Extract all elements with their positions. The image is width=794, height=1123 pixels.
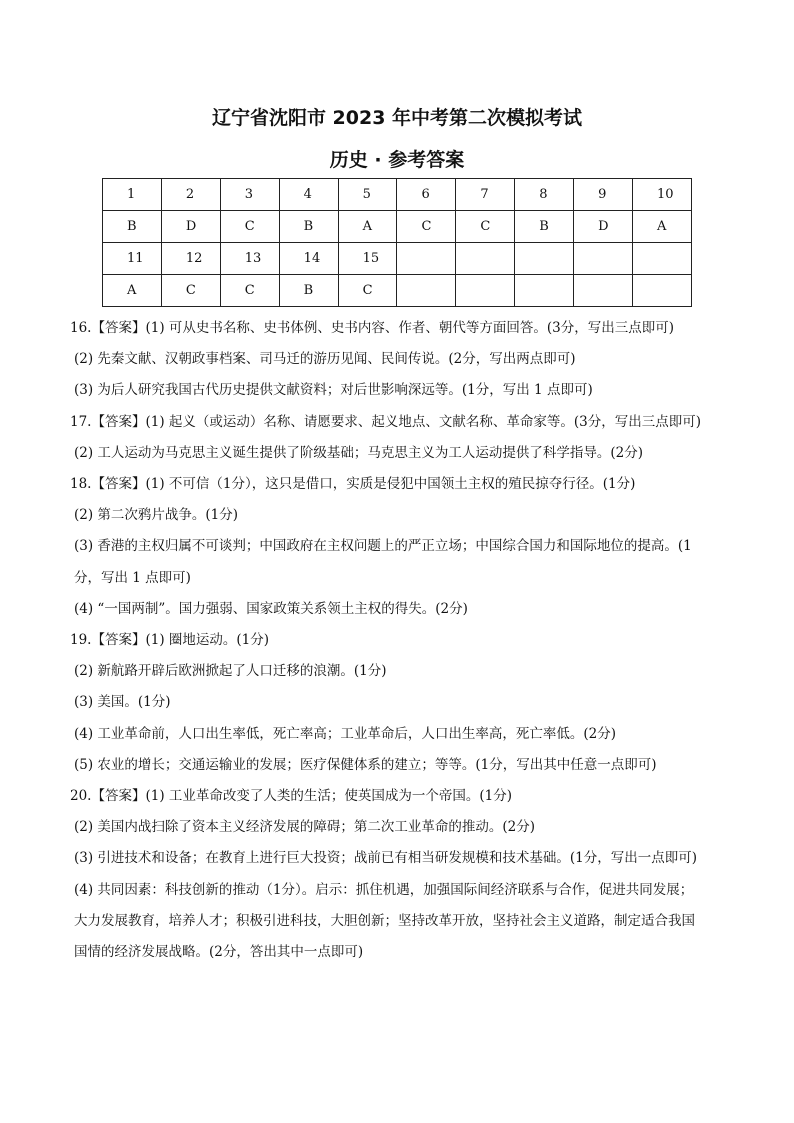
answer-line: 国情的经济发展战略。(2分，答出其中一点即可): [74, 944, 364, 961]
table-cell: [456, 275, 515, 307]
table-cell: C: [338, 275, 397, 307]
table-cell: B: [515, 211, 574, 243]
table-cell: [456, 243, 515, 275]
table-cell: A: [338, 211, 397, 243]
answer-line: (3) 为后人研究我国古代历史提供文献资料；对后世影响深远等。(1分，写出 1 点即可): [74, 382, 593, 399]
table-cell: [574, 243, 633, 275]
table-cell: 13: [220, 243, 279, 275]
table-cell: 3: [220, 179, 279, 211]
answer-line: (2) 第二次鸦片战争。(1分): [74, 507, 239, 524]
answer-line: 大力发展教育，培养人才；积极引进科技，大胆创新；坚持改革开放，坚持社会主义道路，制定适合我国: [74, 912, 695, 929]
table-cell: C: [397, 211, 456, 243]
table-cell: [633, 243, 692, 275]
table-cell: C: [161, 275, 220, 307]
table-cell: [574, 275, 633, 307]
table-row: [103, 243, 692, 275]
table-cell: 5: [338, 179, 397, 211]
answer-line: (2) 新航路开辟后欧洲掀起了人口迁移的浪潮。(1分): [74, 663, 387, 680]
table-cell: 15: [338, 243, 397, 275]
answer-line: (3) 美国。(1分): [74, 694, 171, 711]
answer-line: (5) 农业的增长；交通运输业的发展；医疗保健体系的建立；等等。(1分，写出其中任意一点即可): [74, 756, 657, 773]
answer-line: 16.【答案】(1) 可从史书名称、史书体例、史书内容、作者、朝代等方面回答。(3分，写出三点即可): [70, 320, 675, 336]
answer-line: 17.【答案】(1) 起义（或运动）名称、请愿要求、起义地点、文献名称、革命家等。(3分，写出三点即可): [70, 413, 702, 430]
answer-text-block: [70, 313, 720, 968]
table-cell: B: [279, 211, 338, 243]
answer-line: (4) “一国两制”。国力强弱、国家政策关系领土主权的得失。(2分): [74, 600, 468, 617]
table-cell: 1: [103, 179, 162, 211]
answer-line: (2) 工人运动为马克思主义诞生提供了阶级基础；马克思主义为工人运动提供了科学指导。(2分): [74, 444, 644, 461]
table-cell: [397, 243, 456, 275]
answer-line: (4) 工业革命前，人口出生率低，死亡率高；工业革命后，人口出生率高，死亡率低。(2分): [74, 725, 617, 742]
table-cell: C: [220, 275, 279, 307]
table-cell: B: [279, 275, 338, 307]
answer-line: (3) 引进技术和设备；在教育上进行巨大投资；战前已有相当研发规模和技术基础。(1分，写出一点即可): [74, 850, 698, 867]
table-cell: C: [220, 211, 279, 243]
page-subtitle: 历史 · 参考答案: [329, 149, 465, 171]
table-cell: D: [574, 211, 633, 243]
answer-table: [102, 178, 692, 307]
table-cell: 12: [161, 243, 220, 275]
table-cell: 6: [397, 179, 456, 211]
table-cell: 11: [103, 243, 162, 275]
answer-line: 19.【答案】(1) 圈地运动。(1分): [70, 632, 270, 649]
table-cell: [397, 275, 456, 307]
answer-line: (4) 共同因素：科技创新的推动（1分）。启示：抓住机遇，加强国际间经济联系与合作，促进共同发展；: [74, 881, 694, 898]
answer-line: (2) 先秦文献、汉朝政事档案、司马迁的游历见闻、民间传说。(2分，写出两点即可): [74, 351, 576, 368]
table-cell: 4: [279, 179, 338, 211]
table-cell: A: [633, 211, 692, 243]
table-cell: B: [103, 211, 162, 243]
table-cell: 10: [633, 179, 692, 211]
table-row: [103, 211, 692, 243]
table-cell: 9: [574, 179, 633, 211]
answer-line: (3) 香港的主权归属不可谈判；中国政府在主权问题上的严正立场；中国综合国力和国际地位的提高。(1: [74, 538, 692, 555]
table-row: [103, 179, 692, 211]
table-cell: 7: [456, 179, 515, 211]
answer-line: (2) 美国内战扫除了资本主义经济发展的障碍；第二次工业革命的推动。(2分): [74, 819, 536, 836]
table-row: [103, 275, 692, 307]
answer-line: 分，写出 1 点即可): [74, 569, 191, 586]
table-cell: 14: [279, 243, 338, 275]
table-cell: 2: [161, 179, 220, 211]
table-cell: D: [161, 211, 220, 243]
page-title: 辽宁省沈阳市 2023 年中考第二次模拟考试: [211, 107, 583, 129]
table-cell: [633, 275, 692, 307]
table-cell: [515, 243, 574, 275]
table-cell: C: [456, 211, 515, 243]
answer-line: 20.【答案】(1) 工业革命改变了人类的生活；使英国成为一个帝国。(1分): [70, 788, 513, 805]
table-cell: [515, 275, 574, 307]
answer-line: 18.【答案】(1) 不可信（1分），这只是借口，实质是侵犯中国领土主权的殖民掠夺行径。(1分): [70, 476, 636, 493]
table-cell: 8: [515, 179, 574, 211]
table-cell: A: [103, 275, 162, 307]
